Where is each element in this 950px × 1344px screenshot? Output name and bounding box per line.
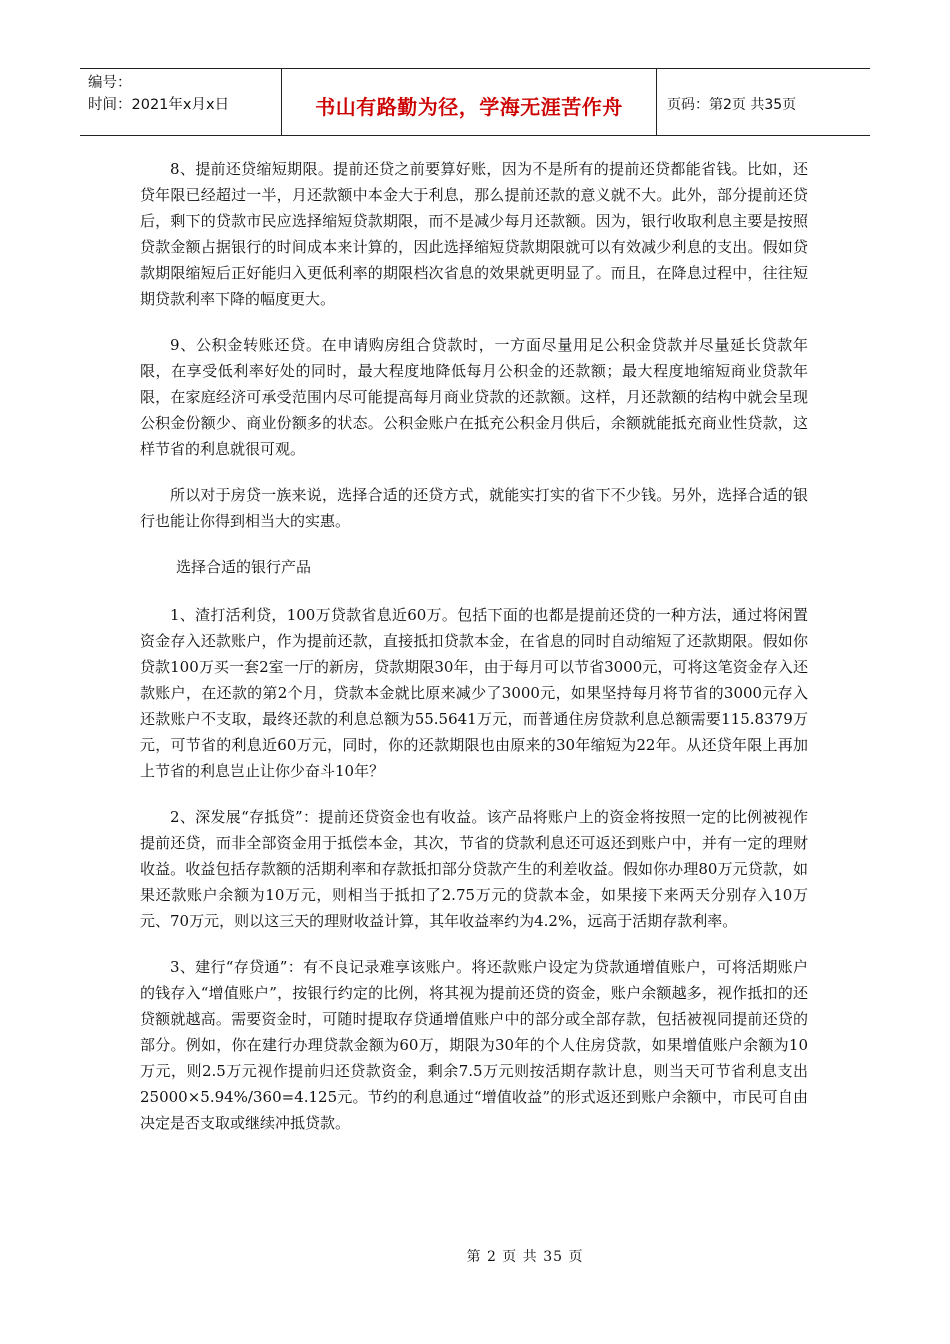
paragraph-8: 8、提前还贷缩短期限。提前还贷之前要算好账，因为不是所有的提前还贷都能省钱。比如，还贷年限已经超过一半，月还款额中本金大于利息，那么提前还款的意义就不大。此外，部分提前还贷后，剩下的贷款市民应选择缩短贷款期限，而不是减少每月还款额。因为，银行收取利息主要是按照贷款金额占据银行的时间成本来计算的，因此选择缩短贷款期限就可以有效减少利息的支出。假如贷款期限缩短后正好能归入更低利率的期限档次省息的效果就更明显了。而且，在降息过程中，往往短期贷款利率下降的幅度更大。 bbox=[140, 160, 808, 308]
page-footer: 第 2 页 共 35 页 bbox=[466, 1249, 584, 1265]
header-motto-cell bbox=[282, 69, 657, 135]
section-title: 选择合适的银行产品 bbox=[176, 558, 312, 576]
header-page-info: 页码：第2页 共35页 bbox=[667, 97, 797, 113]
paragraph-product-1: 1、渣打活利贷，100万贷款省息近60万。包括下面的也都是提前还贷的一种方法，通过将闲置资金存入还款账户，作为提前还款，直接抵扣贷款本金，在省息的同时自动缩短了还款期限。假如你贷款100万买一套2室一厅的新房，贷款期限30年，由于每月可以节省3000元，可将这笔资金存入还款账户，在还款的第2个月，贷款本金就比原来减少了3000元，如果坚持每月将节省的3000元存入还款账户不支取，最终还款的利息总额为55.5641万元，而普通住房贷款利息总额需要115.8379万元，可节省的利息近60万元，同时，你的还款期限也由原来的30年缩短为22年。从还贷年限上再加上节省的利息岂止让你少奋斗10年？ bbox=[140, 606, 808, 780]
paragraph-9: 9、公积金转账还贷。在申请购房组合贷款时，一方面尽量用足公积金贷款并尽量延长贷款年限，在享受低利率好处的同时，最大程度地降低每月公积金的还款额；最大程度地缩短商业贷款年限，在家庭经济可承受范围内尽可能提高每月商业贷款的还款额。这样，月还款额的结构中就会呈现公积金份额少、商业份额多的状态。公积金账户在抵充公积金月供后，余额就能抵充商业性贷款，这样节省的利息就很可观。 bbox=[140, 336, 808, 458]
header-motto: 书山有路勤为径，学海无涯苦作舟 bbox=[315, 94, 623, 119]
header-page-cell bbox=[657, 69, 870, 135]
header-meta bbox=[80, 69, 282, 135]
document-number-label: 编号： bbox=[88, 75, 132, 91]
document-date: 时间：2021年x月x日 bbox=[88, 97, 230, 113]
paragraph-product-3: 3、建行“存贷通”：有不良记录难享该账户。将还款账户设定为贷款通增值账户，可将活期账户的钱存入“增值账户”，按银行约定的比例，将其视为提前还贷的资金，账户余额越多，视作抵扣的还贷额就越高。需要资金时，可随时提取存贷通增值账户中的部分或全部存款，包括被视同提前还贷的部分。例如，你在建行办理贷款金额为60万，期限为30年的个人住房贷款，如果增值账户余额为10万元，则2.5万元视作提前归还贷款资金，剩余7.5万元则按活期存款计息，则当天可节省利息支出25000×5.94%/360=4.125元。节约的利息通过“增值收益”的形式返还到账户余额中，市民可自由决定是否支取或继续冲抵贷款。 bbox=[140, 958, 808, 1132]
page-header bbox=[80, 68, 870, 136]
paragraph-product-2: 2、深发展“存抵贷”：提前还贷资金也有收益。该产品将账户上的资金将按照一定的比例被视作提前还贷，而非全部资金用于抵偿本金，其次，节省的贷款利息还可返还到账户中，并有一定的理财收益。收益包括存款额的活期利率和存款抵扣部分贷款产生的利差收益。假如你办理80万元贷款，如果还款账户余额为10万元，则相当于抵扣了2.75万元的贷款本金，如果接下来两天分别存入10万元、70万元，则以这三天的理财收益计算，其年收益率约为4.2%，远高于活期存款利率。 bbox=[140, 808, 808, 930]
document-body bbox=[140, 156, 808, 1156]
paragraph-summary: 所以对于房贷一族来说，选择合适的还贷方式，就能实打实的省下不少钱。另外，选择合适的银行也能让你得到相当大的实惠。 bbox=[140, 486, 808, 530]
